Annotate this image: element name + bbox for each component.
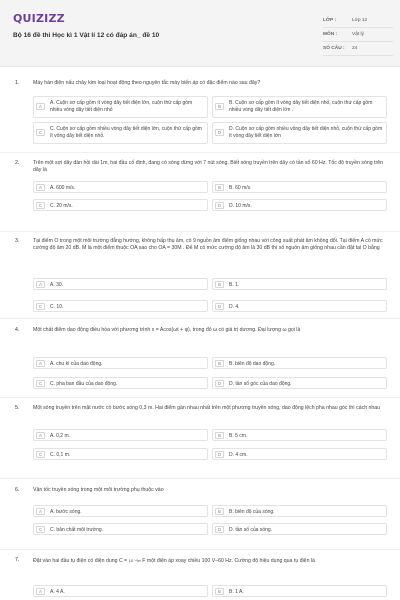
option-b[interactable]	[212, 357, 387, 369]
question-text: Một sóng truyền trên mặt nước có bước sóng 0,3 m. Hai điểm gần nhau nhất trên một phương truyền sóng, dao động lệch pha nhau góc thì cách nhau	[33, 405, 381, 411]
capacitance-formula: 10⁻⁴/π	[128, 558, 141, 563]
question-text-after: F một điện áp xoay chiều 100 V–60 Hz. Cường độ hiệu dụng qua tụ điện là	[142, 558, 315, 564]
option-d[interactable]	[212, 448, 387, 460]
option-text: D. 4 cm.	[229, 451, 248, 458]
option-d[interactable]	[212, 377, 387, 389]
meta-row-subject	[323, 28, 393, 42]
option-letter: A	[36, 184, 45, 191]
option-letter: A	[36, 103, 45, 110]
option-letter: D	[215, 303, 224, 310]
divider	[0, 397, 400, 398]
option-text: B. 5 cm.	[229, 432, 248, 439]
option-text: D. 4.	[229, 303, 240, 310]
divider	[0, 318, 400, 319]
option-letter: B	[215, 184, 224, 191]
option-letter: D	[215, 129, 224, 136]
option-text: B. 60 m/s.	[229, 184, 252, 191]
option-c[interactable]	[33, 199, 208, 211]
option-text: B. biên độ của sóng.	[229, 508, 275, 515]
meta-label: MÔN :	[323, 32, 338, 37]
option-letter: B	[215, 508, 224, 515]
option-c[interactable]	[33, 448, 208, 460]
option-c[interactable]	[33, 122, 208, 144]
question-text: Trên một sợi dây đàn hồi dài 1m, hai đầu cố định, đang có sóng dừng với 7 nút sóng. Biết sóng truyền trên dây có tần số 60 Hz. Tốc độ truyền sóng trên dây là	[33, 160, 383, 174]
option-text: B. biên độ dao động.	[229, 360, 276, 367]
meta-label: LỚP :	[323, 18, 337, 23]
option-letter: B	[215, 103, 224, 110]
option-text: D. tần số của sóng.	[229, 526, 273, 533]
option-letter: D	[215, 380, 224, 387]
option-c[interactable]	[33, 300, 208, 312]
question-text-before: Đặt vào hai đầu tụ điện có điện dung C =	[33, 558, 128, 564]
quizizz-logo: QUIZIZZ	[13, 12, 65, 25]
meta-value: Vật lý	[352, 32, 364, 37]
option-a[interactable]	[33, 278, 208, 290]
option-letter: B	[215, 432, 224, 439]
option-text: A. 4 A.	[50, 588, 65, 595]
option-b[interactable]	[212, 278, 387, 290]
option-d[interactable]	[212, 122, 387, 144]
option-b[interactable]	[212, 585, 387, 597]
option-text: A. Cuộn sơ cấp gồm ít vòng dây tiết diện lớn, cuộn thứ cấp gồm nhiều vòng dây tiết diện nhỏ	[50, 100, 193, 113]
option-letter: C	[36, 303, 45, 310]
question-number: 4.	[15, 327, 20, 333]
option-letter: C	[36, 380, 45, 387]
option-text: A. chu kì của dao động.	[50, 360, 103, 367]
option-d[interactable]	[212, 523, 387, 535]
option-b[interactable]	[212, 429, 387, 441]
question-text: Vận tốc truyền sóng trong một môi trường phụ thuộc vào	[33, 487, 164, 493]
option-d[interactable]	[212, 300, 387, 312]
option-c[interactable]	[33, 523, 208, 535]
option-text: C. 0,1 m.	[50, 451, 71, 458]
option-letter: A	[36, 588, 45, 595]
option-d[interactable]	[212, 199, 387, 211]
divider	[0, 478, 400, 479]
meta-value: Lớp 12	[352, 18, 368, 23]
question-number: 1.	[15, 80, 20, 86]
option-text: D. Cuộn sơ cấp gồm nhiều vòng dây tiết diện nhỏ, cuộn thứ cấp gồm ít vòng dây tiết diện lớn	[229, 126, 383, 139]
option-text: A. bước sóng.	[50, 508, 82, 515]
option-letter: B	[215, 281, 224, 288]
option-letter: A	[36, 360, 45, 367]
question-text: Máy hàn điện nấu chảy kim loại hoạt động theo nguyên tắc máy biến áp có đặc điểm nào sau đây?	[33, 80, 261, 86]
option-text: A. 30.	[50, 281, 64, 288]
question-number: 6.	[15, 487, 20, 493]
option-letter: C	[36, 129, 45, 136]
option-letter: B	[215, 588, 224, 595]
option-letter: C	[36, 526, 45, 533]
option-text: A. 600 m/s.	[50, 184, 76, 191]
option-letter: C	[36, 202, 45, 209]
meta-label: SỐ CÂU :	[323, 46, 345, 51]
option-text: B. 1 A.	[229, 588, 244, 595]
meta-value: 24	[352, 46, 358, 51]
divider	[0, 231, 400, 232]
question-text: Tại điểm O trong một môi trường đẳng hướng, không hấp thụ âm, có 9 nguồn âm điểm giống nhau với công suất phát âm không đổi. Tại điểm A có mức cường độ âm 20 dB. M là một điểm thuộc OA sao cho OA = 30M . Để M có mức cường độ âm là 30 dB thì số nguồn âm giống nhau cần đặt tại O bằng	[33, 238, 383, 252]
option-letter: D	[215, 451, 224, 458]
option-a[interactable]	[33, 505, 208, 517]
option-text: B. 1.	[229, 281, 240, 288]
option-text: C. 10.	[50, 303, 64, 310]
option-text: D. tần số góc của dao động.	[229, 380, 292, 387]
option-letter: B	[215, 360, 224, 367]
option-b[interactable]	[212, 96, 387, 118]
meta-table	[323, 14, 393, 56]
option-text: C. bản chất môi trường.	[50, 526, 104, 533]
option-a[interactable]	[33, 357, 208, 369]
divider	[0, 152, 400, 153]
option-letter: A	[36, 508, 45, 515]
option-a[interactable]	[33, 429, 208, 441]
option-a[interactable]	[33, 181, 208, 193]
option-text: D. 10 m/s.	[229, 202, 252, 209]
option-letter: D	[215, 526, 224, 533]
option-b[interactable]	[212, 181, 387, 193]
question-number: 2.	[15, 160, 20, 166]
question-number: 3.	[15, 238, 20, 244]
option-c[interactable]	[33, 377, 208, 389]
option-letter: A	[36, 281, 45, 288]
divider	[0, 549, 400, 550]
option-text: A. 0,2 m.	[50, 432, 71, 439]
question-text: Một chất điểm dao động điều hòa với phương trình x = Acos(ωt + φ), trong đó ω có giá trị dương. Đại lượng ω gọi là	[33, 327, 301, 333]
document-title: Bộ 16 đề thi Học kì 1 Vật lí 12 có đáp án_ đề 10	[13, 32, 160, 39]
option-a[interactable]	[33, 96, 208, 118]
option-text: B. Cuộn sơ cấp gồm ít vòng dây tiết diện nhỏ, cuộn thứ cấp gồm nhiều vòng dây tiết diện lớn .	[229, 100, 373, 113]
question-number: 7.	[15, 557, 20, 563]
question-text	[33, 557, 383, 565]
meta-row-count	[323, 42, 393, 56]
option-letter: A	[36, 432, 45, 439]
option-b[interactable]	[212, 505, 387, 517]
question-number: 5.	[15, 405, 20, 411]
option-letter: C	[36, 451, 45, 458]
option-a[interactable]	[33, 585, 208, 597]
meta-row-class	[323, 14, 393, 28]
option-text: C. 20 m/s.	[50, 202, 73, 209]
option-text: C. pha ban đầu của dao động.	[50, 380, 118, 387]
option-letter: D	[215, 202, 224, 209]
page-header	[0, 0, 400, 67]
option-text: C. Cuộn sơ cấp gồm nhiều vòng dây tiết diện lớn, cuộn thứ cấp gồm ít vòng dây tiết diện nhỏ.	[50, 126, 202, 139]
